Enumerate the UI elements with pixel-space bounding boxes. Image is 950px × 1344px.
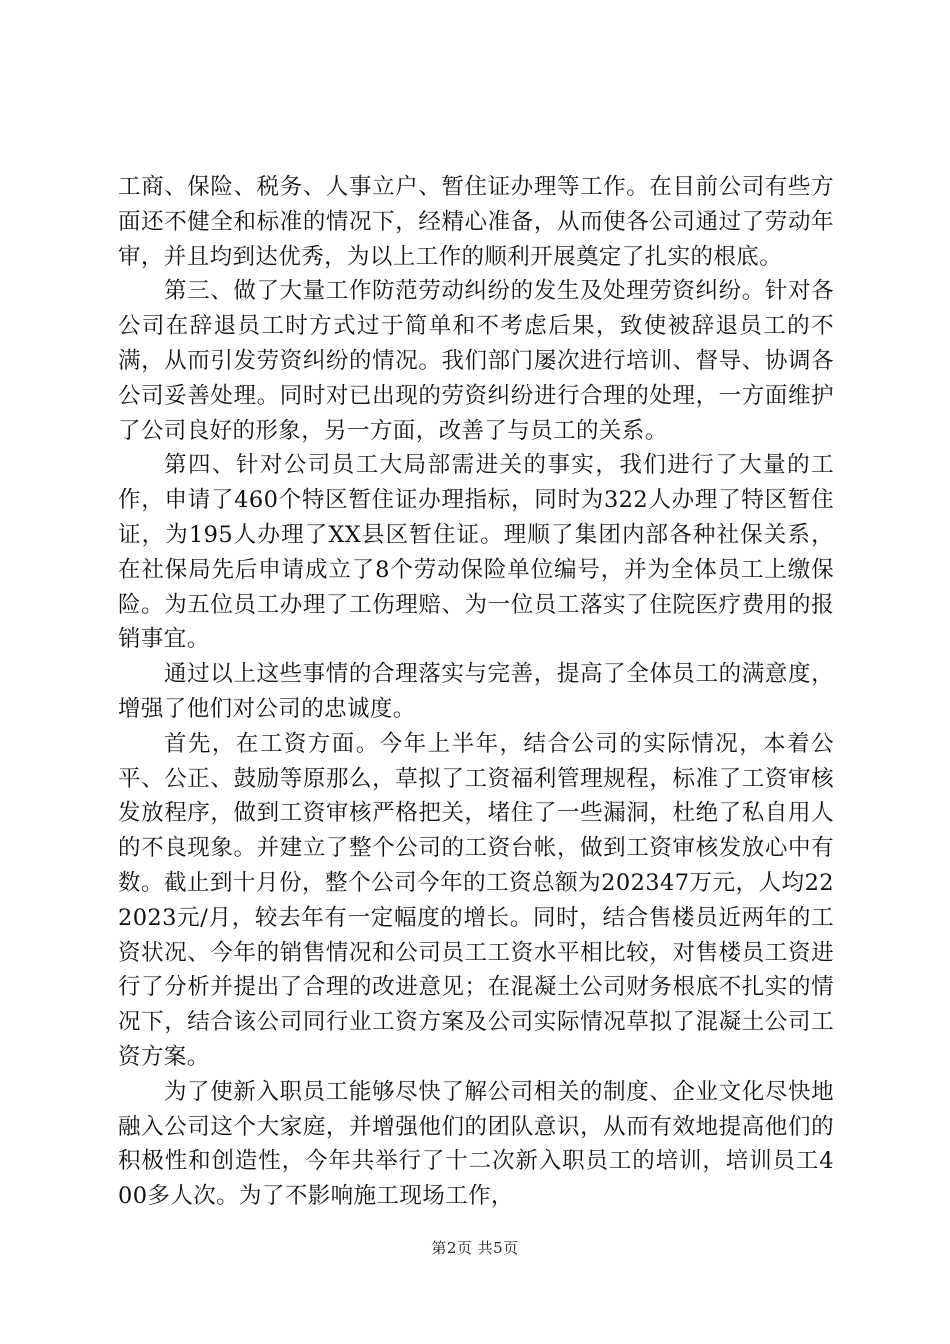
paragraph-third: 第三、做了大量工作防范劳动纠纷的发生及处理劳资纠纷。针对各公司在辞退员工时方式过于简单和不考虑后果，致使被辞退员工的不满，从而引发劳资纠纷的情况。我们部门屡次进行培训、督导、协调各公司妥善处理。同时对已出现的劳资纠纷进行合理的处理，一方面维护了公司良好的形象，另一方面，改善了与员工的关系。 [118,278,834,444]
paragraph-continued: 工商、保险、税务、人事立户、暂住证办理等工作。在目前公司有些方面还不健全和标准的情况下，经精心准备，从而使各公司通过了劳动年审，并且均到达优秀，为以上工作的顺利开展奠定了扎实的根底。 [118,174,834,270]
paragraph-training: 为了使新入职员工能够尽快了解公司相关的制度、企业文化尽快地融入公司这个大家庭，并增强他们的团队意识，从而有效地提高他们的积极性和创造性，今年共举行了十二次新入职员工的培训，培训员工400多人次。为了不影响施工现场工作， [118,1078,834,1210]
page-footer [0,1238,950,1258]
paragraph-salary: 首先，在工资方面。今年上半年，结合公司的实际情况，本着公平、公正、鼓励等原那么，草拟了工资福利管理规程，标准了工资审核发放程序，做到工资审核严格把关，堵住了一些漏洞，杜绝了私自用人的不良现象。并建立了整个公司的工资台帐，做到工资审核发放心中有数。截止到十月份，整个公司今年的工资总额为202347万元，人均222023元/月，较去年有一定幅度的增长。同时，结合售楼员近两年的工资状况、今年的销售情况和公司员工工资水平相比较，对售楼员工资进行了分析并提出了合理的改进意见；在混凝土公司财务根底不扎实的情况下，结合该公司同行业工资方案及公司实际情况草拟了混凝土公司工资方案。 [118,730,834,1070]
paragraph-summary: 通过以上这些事情的合理落实与完善，提高了全体员工的满意度，增强了他们对公司的忠诚度。 [118,661,834,722]
document-body [118,170,834,1214]
paragraph-fourth: 第四、针对公司员工大局部需进关的事实，我们进行了大量的工作，申请了460个特区暂住证办理指标，同时为322人办理了特区暂住证，为195人办理了XX县区暂住证。理顺了集团内部各种社保关系，在社保局先后申请成立了8个劳动保险单位编号，并为全体员工上缴保险。为五位员工办理了工伤理赔、为一位员工落实了住院医疗费用的报销事宜。 [118,452,834,653]
page-number-label: 第2页 共5页 [431,1239,519,1257]
